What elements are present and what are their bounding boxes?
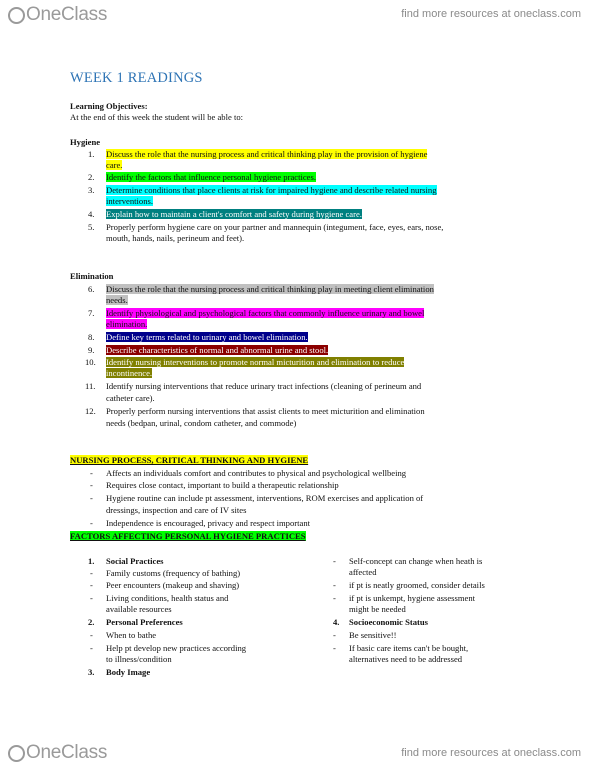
bullet-item: Affects an individuals comfort and contributes to physical and psychological wellbeing — [106, 468, 407, 478]
bullet-dash: - — [333, 556, 336, 566]
bullet-dash: - — [90, 643, 93, 653]
bullet-dash: - — [90, 580, 93, 590]
bullet-item: Self-concept can change when heath is — [349, 556, 483, 566]
list-item: Determine conditions that place clients at risk for impaired hygiene and describe related nursing — [106, 185, 437, 195]
elimination-heading: Elimination — [70, 271, 114, 281]
bullet-item: affected — [349, 567, 377, 577]
bullet-item: If basic care items can't be bought, — [349, 643, 469, 653]
list-number: 11. — [85, 381, 96, 391]
objectives-intro: At the end of this week the student will be able to: — [70, 112, 244, 122]
brand-name: OneClass — [26, 742, 108, 763]
bullet-dash: - — [333, 630, 336, 640]
list-item: Properly perform nursing interventions that assist clients to meet micturition and elimination — [106, 406, 425, 416]
bullet-item: Requires close contact, important to build a therapeutic relationship — [106, 480, 339, 490]
list-item: needs. — [106, 295, 128, 305]
oneclass-o-icon — [8, 745, 25, 762]
bullet-dash: - — [333, 643, 336, 653]
bullet-dash: - — [90, 593, 93, 603]
list-item: Discuss the role that the nursing process and critical thinking play in meeting client elimination — [106, 284, 434, 294]
list-item: Identify nursing interventions to promote normal micturition and elimination to reduce — [106, 357, 405, 367]
list-item: Define key terms related to urinary and bowel elimination. — [106, 332, 308, 342]
list-number: 5. — [88, 222, 95, 232]
list-number: 9. — [88, 345, 95, 355]
list-item: care. — [106, 160, 123, 170]
list-item: Identify physiological and psychological factors that commonly influence urinary and bowel — [106, 308, 425, 318]
oneclass-logo[interactable] — [8, 742, 107, 764]
list-number: 12. — [85, 406, 96, 416]
bullet-dash: - — [90, 493, 93, 503]
bullet-dash: - — [333, 593, 336, 603]
list-number: 2. — [88, 617, 95, 627]
subheading: Socioeconomic Status — [349, 617, 429, 627]
page-header — [0, 0, 595, 30]
bullet-dash: - — [90, 630, 93, 640]
bullet-item: When to bathe — [106, 630, 157, 640]
list-number: 10. — [85, 357, 96, 367]
list-item: elimination. — [106, 319, 148, 329]
bullet-item: Family customs (frequency of bathing) — [106, 568, 241, 578]
oneclass-o-icon — [8, 7, 25, 24]
section-heading: NURSING PROCESS, CRITICAL THINKING AND HYGIENE — [70, 455, 309, 465]
list-item: Describe characteristics of normal and abnormal urine and stool. — [106, 345, 329, 355]
bullet-item: alternatives need to be addressed — [349, 654, 463, 664]
list-item: needs (bedpan, urinal, condom catheter, and commode) — [106, 418, 297, 428]
bullet-dash: - — [90, 468, 93, 478]
list-number: 3. — [88, 667, 95, 677]
page-footer — [0, 738, 595, 768]
bullet-dash: - — [90, 568, 93, 578]
subheading: Social Practices — [106, 556, 164, 566]
list-number: 4. — [88, 209, 95, 219]
list-item: incontinence. — [106, 368, 153, 378]
list-item: Properly perform hygiene care on your partner and mannequin (integument, face, eyes, ears, nose, — [106, 222, 444, 232]
list-item: Discuss the role that the nursing process and critical thinking play in the provision of hygiene — [106, 149, 428, 159]
bullet-dash: - — [333, 580, 336, 590]
bullet-dash: - — [90, 518, 93, 528]
bullet-item: Hygiene routine can include pt assessment, interventions, ROM exercises and application of — [106, 493, 424, 503]
bullet-item: if pt is neatly groomed, consider details — [349, 580, 485, 590]
bullet-item: Help pt develop new practices according — [106, 643, 247, 653]
list-item: mouth, hands, nails, perineum and feet). — [106, 233, 245, 243]
resources-link[interactable]: find more resources at oneclass.com — [401, 8, 581, 20]
list-item: Identify the factors that influence personal hygiene practices. — [106, 172, 316, 182]
list-number: 7. — [88, 308, 95, 318]
list-item: interventions. — [106, 196, 154, 206]
bullet-item: might be needed — [349, 604, 406, 614]
list-number: 1. — [88, 556, 95, 566]
list-item: catheter care). — [106, 393, 155, 403]
bullet-item: Independence is encouraged, privacy and respect important — [106, 518, 311, 528]
objectives-heading: Learning Objectives: — [70, 101, 148, 111]
bullet-item: Be sensitive!! — [349, 630, 397, 640]
list-item: Explain how to maintain a client's comfort and safety during hygiene care. — [106, 209, 362, 219]
oneclass-logo[interactable] — [8, 4, 107, 26]
subheading: Personal Preferences — [106, 617, 183, 627]
hygiene-heading: Hygiene — [70, 137, 101, 147]
list-number: 3. — [88, 185, 95, 195]
subheading: Body Image — [106, 667, 151, 677]
list-number: 8. — [88, 332, 95, 342]
bullet-item: available resources — [106, 604, 172, 614]
bullet-item: Living conditions, health status and — [106, 593, 229, 603]
list-number: 4. — [333, 617, 340, 627]
list-number: 1. — [88, 149, 95, 159]
list-number: 2. — [88, 172, 95, 182]
resources-link[interactable]: find more resources at oneclass.com — [401, 747, 581, 759]
bullet-dash: - — [90, 480, 93, 490]
page-title: WEEK 1 READINGS — [70, 70, 203, 86]
bullet-item: dressings, inspection and care of IV sites — [106, 505, 247, 515]
bullet-item: to illness/condition — [106, 654, 172, 664]
bullet-item: if pt is unkempt, hygiene assessment — [349, 593, 476, 603]
list-number: 6. — [88, 284, 95, 294]
brand-name: OneClass — [26, 4, 108, 25]
bullet-item: Peer encounters (makeup and shaving) — [106, 580, 240, 590]
list-item: Identify nursing interventions that reduce urinary tract infections (cleaning of perineum and — [106, 381, 422, 391]
section-heading: FACTORS AFFECTING PERSONAL HYGIENE PRACTICES — [70, 531, 306, 541]
